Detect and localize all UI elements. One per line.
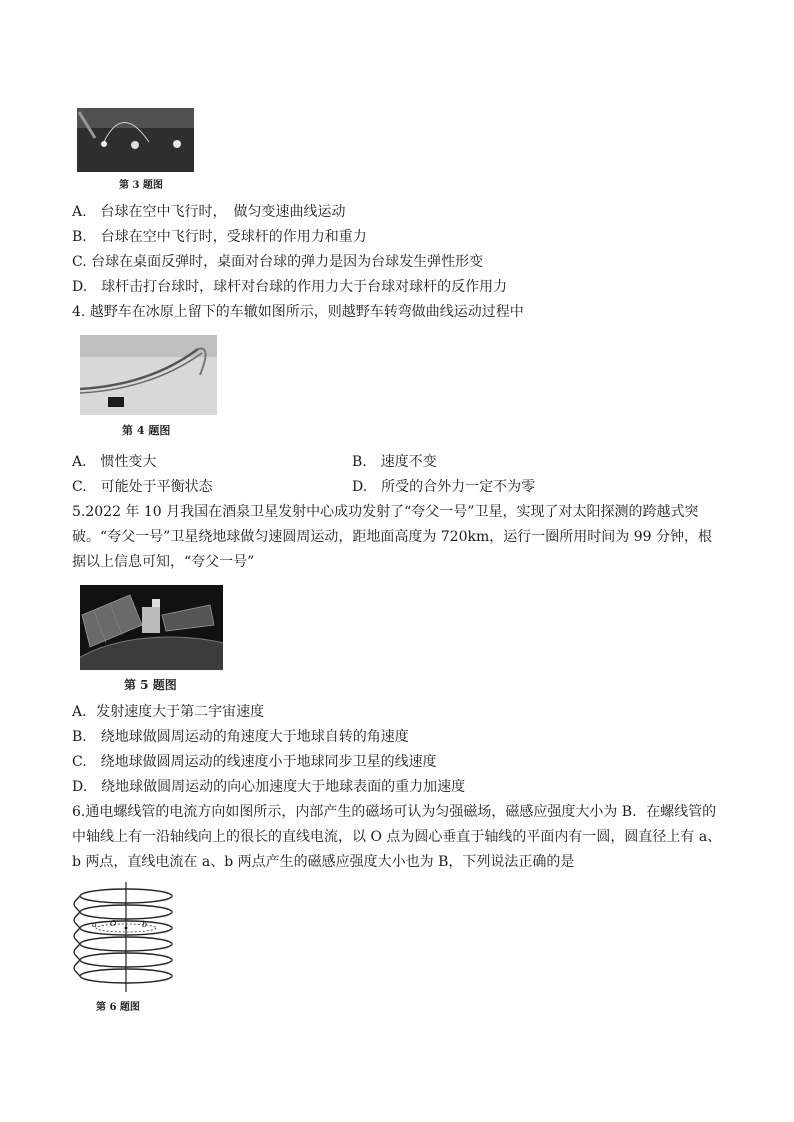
q3-option-b: B. 台球在空中飞行时，受球杆的作用力和重力 — [72, 229, 367, 245]
figure-q5-satellite — [80, 585, 223, 670]
caption-q4: 第 4 题图 — [122, 424, 171, 437]
q4-option-d: D. 所受的合外力一定不为零 — [352, 479, 536, 495]
satellite-photo — [80, 585, 223, 670]
q3-option-a: A. 台球在空中飞行时， 做匀变速曲线运动 — [72, 204, 346, 220]
q4-option-a: A. 惯性变大 — [72, 454, 157, 470]
q5-option-b: B. 绕地球做圆周运动的角速度大于地球自转的角速度 — [72, 729, 409, 745]
q5-option-d: D. 绕地球做圆周运动的向心加速度大于地球表面的重力加速度 — [72, 779, 466, 795]
label-a: a — [92, 920, 97, 929]
q5-stem-line-3: 据以上信息可知，“夸父一号” — [72, 554, 255, 570]
caption-q5: 第 5 题图 — [124, 678, 177, 692]
q3-option-d: D. 球杆击打台球时，球杆对台球的作用力大于台球对球杆的反作用力 — [72, 279, 508, 295]
label-o: O — [110, 919, 117, 928]
q6-stem-line-2: 中轴线上有一沿轴线向上的很长的直线电流，以 O 点为圆心垂直于轴线的平面内有一圆，圆直径上有 a、 — [72, 829, 722, 845]
caption-q6: 第 6 题图 — [96, 1002, 140, 1013]
tracks-photo — [80, 335, 217, 415]
caption-q3: 第 3 题图 — [119, 180, 163, 191]
figure-q6-solenoid — [70, 880, 180, 995]
figure-q3-billiards — [77, 108, 194, 172]
q5-option-a: A．发射速度大于第二宇宙速度 — [72, 704, 265, 720]
solenoid-diagram — [70, 880, 180, 995]
q5-stem-line-1: 5.2022 年 10 月我国在酒泉卫星发射中心成功发射了“夸父一号”卫星，实现了对太阳探测的跨越式突 — [72, 504, 699, 520]
q5-option-c: C. 绕地球做圆周运动的线速度小于地球同步卫星的线速度 — [72, 754, 437, 770]
q4-option-b: B. 速度不变 — [352, 454, 437, 470]
q3-option-c: C. 台球在桌面反弹时，桌面对台球的弹力是因为台球发生弹性形变 — [72, 254, 484, 270]
q4-option-c: C. 可能处于平衡状态 — [72, 479, 213, 495]
billiards-photo — [77, 108, 194, 172]
q6-stem-line-3: b 两点，直线电流在 a、b 两点产生的磁感应强度大小也为 B，下列说法正确的是 — [72, 854, 575, 870]
label-b: b — [142, 920, 148, 929]
q6-stem-line-1: 6.通电螺线管的电流方向如图所示，内部产生的磁场可认为匀强磁场，磁感应强度大小为 B．在螺线管的 — [72, 804, 717, 820]
q5-stem-line-2: 破。“夸父一号”卫星绕地球做匀速圆周运动，距地面高度为 720km，运行一圈所用时间为 99 分钟，根 — [72, 529, 712, 545]
q4-stem: 4. 越野车在冰原上留下的车辙如图所示，则越野车转弯做曲线运动过程中 — [72, 304, 524, 320]
figure-q4-tracks — [80, 335, 217, 415]
